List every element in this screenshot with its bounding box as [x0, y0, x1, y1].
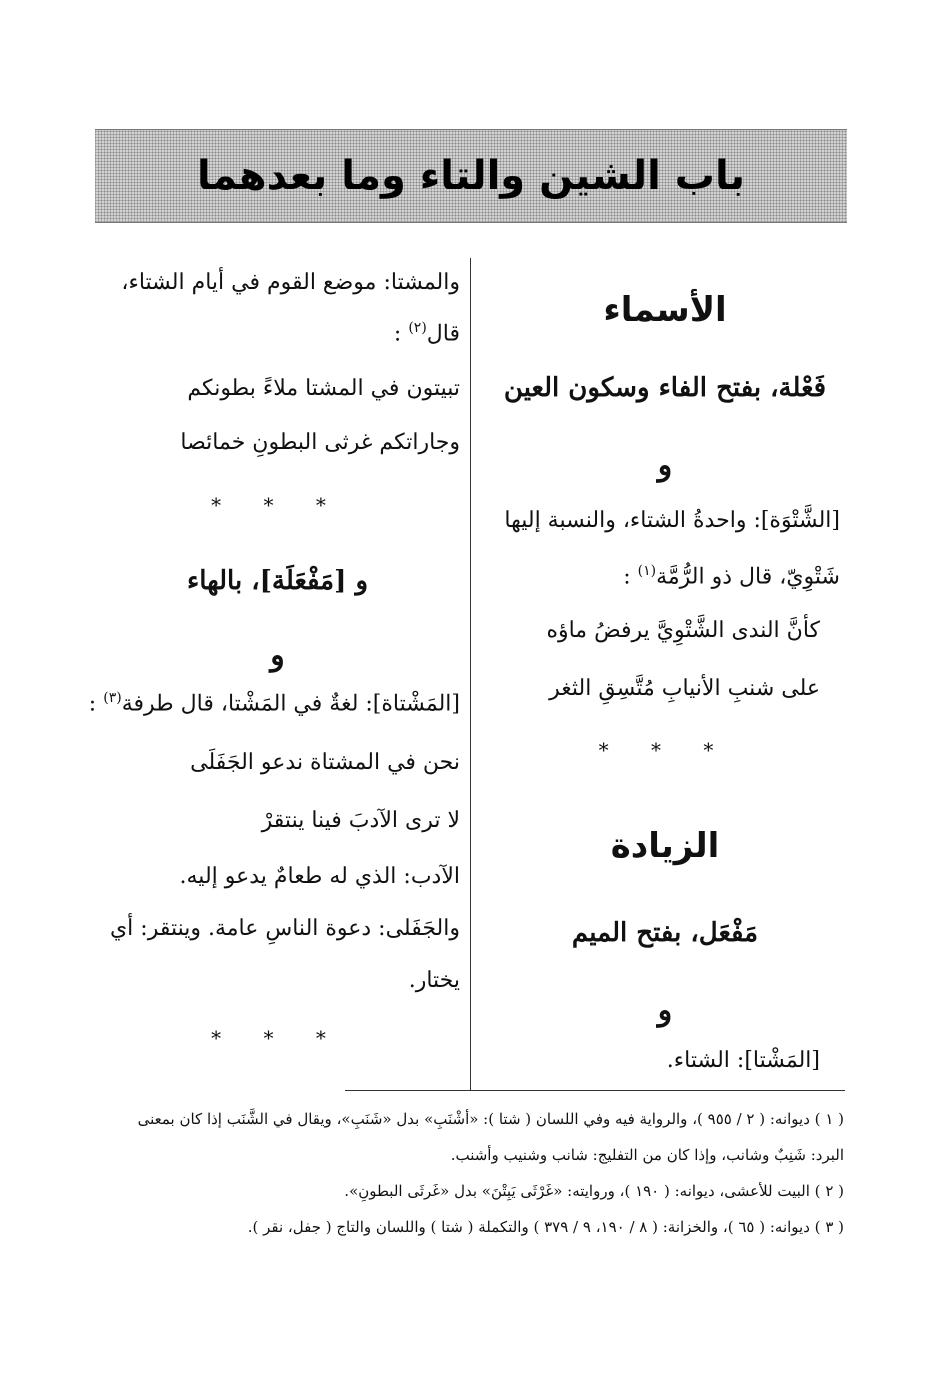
entry-shatwa-line2 [490, 563, 840, 591]
gloss-yakhtar: يختار. [408, 968, 460, 993]
colon: : [88, 691, 97, 717]
footnote-rule [345, 1090, 845, 1091]
entry-shatwa-text: شَتْوِيّ، قال ذو الرُّمَّة [656, 564, 840, 590]
verse-1b: على شنبِ الأنيابِ مُتَّسِقِ الثغر [549, 676, 820, 701]
footnote-3: ( ٣ ) ديوانه: ( ٦٥ )، والخزانة: ( ٨ / ١٩٠، ٩ / ٣٧٩ ) والتكملة ( شتا ) واللسان والتاج ( جفل، نقر ). [247, 1218, 844, 1236]
section-title-nouns: الأسماء [603, 290, 727, 330]
footnote-ref-3: (٣) [103, 690, 122, 706]
pattern-heading-3: و [مَفْعَلَة]، بالهاء [186, 566, 369, 596]
footnote-ref-2: (٢) [408, 320, 427, 336]
section-title-additions: الزيادة [610, 826, 720, 866]
verse-2b: وجاراتكم غرثى البطونِ خمائصا [180, 430, 460, 455]
footnote-1-line1: ( ١ ) ديوانه: ( ٢ / ٩٥٥ )، والرواية فيه وفي اللسان ( شتا ): «أشْنَبِ» بدل «شَنَبِ»، ويقال في الشَّنَب إذا كان بمعنى [137, 1110, 844, 1128]
gloss-jafala: والجَفَلى: دعوة الناسِ عامة. وينتقر: أي [109, 916, 460, 941]
conjunction-1: و [657, 448, 673, 483]
qala-text: قال [426, 321, 460, 347]
verse-1a: كأنَّ الندى الشَّتْوِيَّ يرفضُ ماؤه [546, 618, 820, 643]
pattern-heading-2: مَفْعَل، بفتح الميم [571, 918, 759, 948]
verse-3b: لا ترى الآدبَ فينا ينتقرْ [261, 808, 460, 833]
entry-mashtat [88, 690, 460, 718]
footnote-2: ( ٢ ) البيت للأعشى، ديوانه: ( ١٩٠ )، وروايته: «غَرْثَى يَبِتْنَ» بدل «غَرثَى البطونِ». [344, 1182, 844, 1200]
pattern-heading-1: فَعْلة، بفتح الفاء وسكون العين [503, 373, 827, 403]
chapter-title: باب الشين والتاء وما بعدهما [197, 153, 746, 199]
section-separator-stars: * * * [211, 1026, 344, 1050]
entry-mashta: [المَشْتا]: الشتاء. [666, 1048, 820, 1073]
section-separator-stars: * * * [598, 738, 732, 762]
section-separator-stars: * * * [211, 493, 344, 517]
gloss-adib: الآدب: الذي له طعامٌ يدعو إليه. [179, 864, 460, 889]
conjunction-3: و [270, 638, 285, 673]
conjunction-2: و [657, 993, 673, 1028]
colon: : [623, 564, 631, 590]
column-divider [470, 258, 471, 1091]
verse-3a: نحن في المشتاة ندعو الجَفَلَى [190, 750, 460, 775]
colon: : [393, 321, 402, 347]
entry-mashta-line2 [95, 320, 460, 348]
footnote-ref-1: (١) [637, 563, 657, 579]
footnote-1-line2: البرد: شَنِبٌ وشانب، وإذا كان من التفليج: شانب وشنيب وأشنب. [450, 1146, 844, 1164]
entry-mashta-line1: والمشتا: موضع القوم في أيام الشتاء، [121, 270, 460, 295]
chapter-banner [95, 129, 847, 223]
entry-shatwa-line1: [الشَّتْوَة]: واحدةُ الشتاء، والنسبة إليها [504, 508, 840, 533]
entry-mashtat-text: [المَشْتاة]: لغةٌ في المَشْتا، قال طرفة [121, 691, 460, 717]
verse-2a: تبيتون في المشتا ملاءً بطونكم [187, 376, 460, 401]
